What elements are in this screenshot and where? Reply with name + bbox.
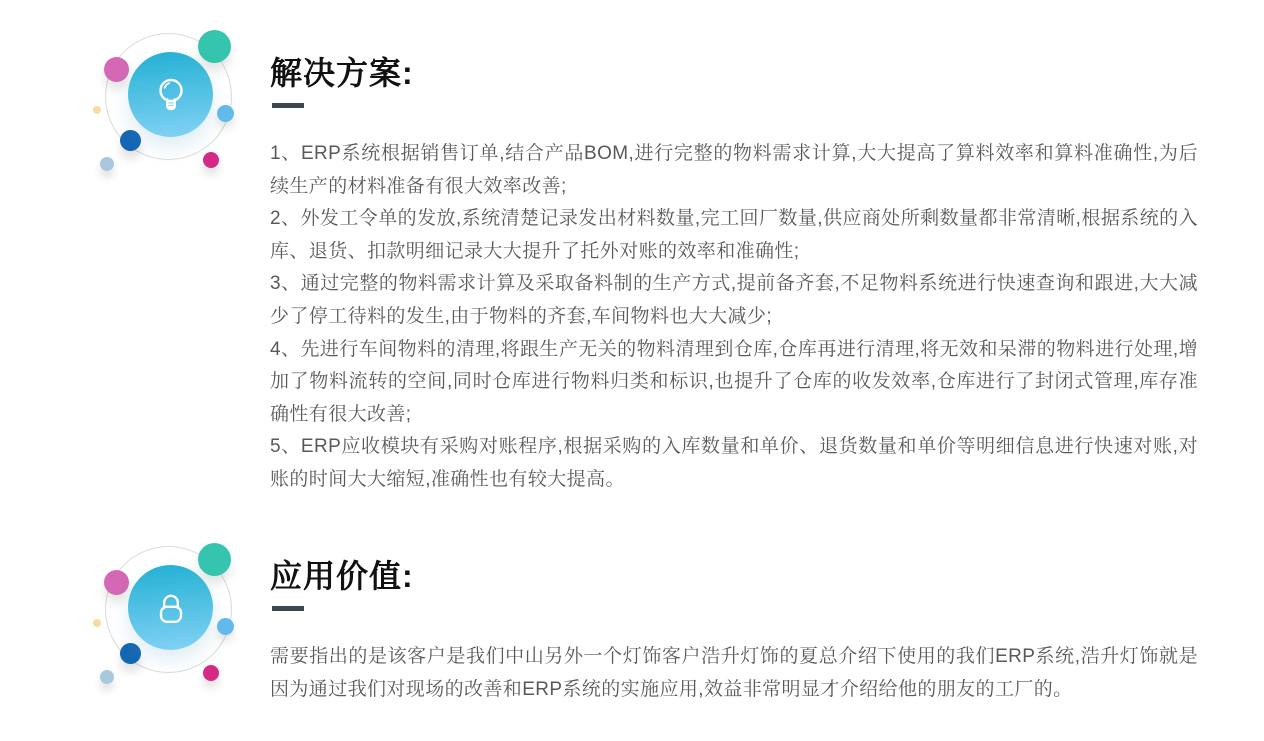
pink-dot <box>104 570 129 595</box>
section-title-solution: 解决方案: <box>270 55 414 91</box>
solution-item-5: 5、ERP应收模块有采购对账程序,根据采购的入库数量和单价、退货数量和单价等明细信息进行快速对账,对账的时间大大缩短,准确性也有较大提高。 <box>270 436 1198 490</box>
magenta-dot <box>203 665 219 681</box>
yellow-dot <box>93 619 101 627</box>
lock-icon <box>128 565 213 650</box>
solution-item-3: 3、通过完整的物料需求计算及采取备料制的生产方式,提前备齐套,不足物料系统进行快速查询和跟进,大大减少了停工待料的发生,由于物料的齐套,车间物料也大大减少; <box>270 273 1198 327</box>
solution-item-2: 2、外发工令单的发放,系统清楚记录发出材料数量,完工回厂数量,供应商处所剩数量都非常清晰,根据系统的入库、退货、扣款明细记录大大提升了托外对账的效率和准确性; <box>270 208 1198 262</box>
magenta-dot <box>203 152 219 168</box>
light-blue-dot <box>217 618 234 635</box>
value-paragraphs <box>270 641 1198 706</box>
solution-item-4: 4、先进行车间物料的清理,将跟生产无关的物料清理到仓库,仓库再进行清理,将无效和呆滞的物料进行处理,增加了物料流转的空间,同时仓库进行物料归类和标识,也提升了仓库的收发效率,仓库进行了封闭式管理,库存准确性有很大改善; <box>270 338 1198 425</box>
title-underline <box>272 606 304 611</box>
lightbulb-icon <box>128 52 213 137</box>
teal-dot <box>198 543 231 576</box>
dark-blue-dot <box>120 130 141 151</box>
value-icon-cluster <box>85 538 250 713</box>
light-blue-dot <box>217 105 234 122</box>
yellow-dot <box>93 106 101 114</box>
value-paragraph: 需要指出的是该客户是我们中山另外一个灯饰客户浩升灯饰的夏总介绍下使用的我们ERP系统,浩升灯饰就是因为通过我们对现场的改善和ERP系统的实施应用,效益非常明显才介绍给他的朋友的工厂的。 <box>270 646 1198 700</box>
section-title-value: 应用价值: <box>270 558 414 594</box>
title-underline <box>272 103 304 108</box>
solution-item-1: 1、ERP系统根据销售订单,结合产品BOM,进行完整的物料需求计算,大大提高了算料效率和算料准确性,为后续生产的材料准备有很大效率改善; <box>270 143 1198 197</box>
dark-blue-dot <box>120 643 141 664</box>
solution-icon-cluster <box>85 25 250 200</box>
teal-dot <box>198 30 231 63</box>
pale-blue-dot <box>100 157 114 171</box>
solution-paragraphs <box>270 138 1198 497</box>
pink-dot <box>104 57 129 82</box>
pale-blue-dot <box>100 670 114 684</box>
